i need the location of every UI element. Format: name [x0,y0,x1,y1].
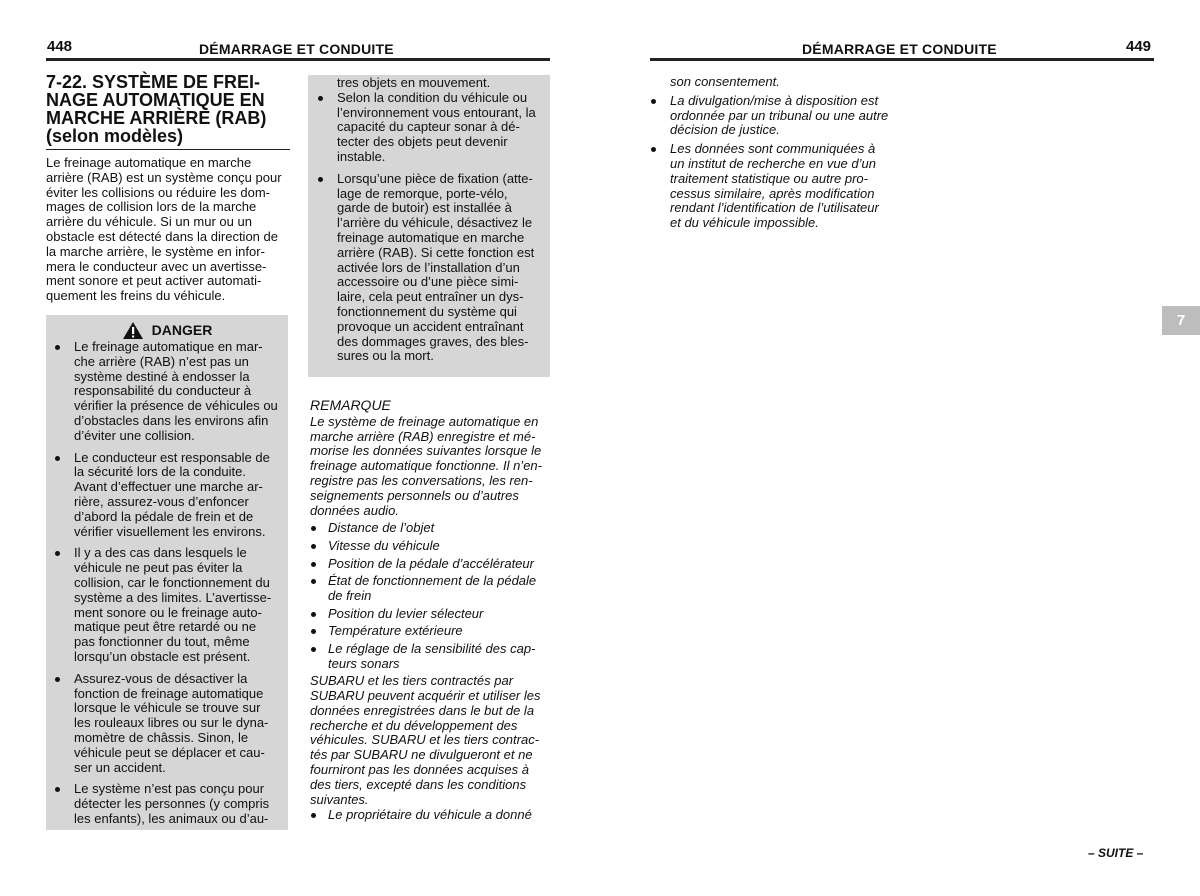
condition-item: Les données sont communiquées à un institut de recherche en vue d’un traitement statistique ou autre pro- cessus similaire, après modification rendant l’identification de l’utilisateur et du véhicule impossible. [650,142,900,231]
left-column [46,73,290,304]
danger-label: DANGER [151,322,213,338]
remark-section [310,398,550,826]
remark-paragraph: SUBARU et les tiers contractés par SUBARU peuvent acquérir et utiliser les données enregistrées dans le but de la recherche et du développement des véhicules. SUBARU et les tiers contrac- tés par SUBARU ne divulgueront et ne fourniront pas les données acquises à des tiers, excepté dans les conditions suivantes. [310,673,541,807]
danger-item: Lorsqu’une pièce de fixation (atte- lage de remorque, porte-vélo, garde de butoir) est installée à l’arrière du véhicule, désactivez le freinage automatique en marche arrière (RAB). Si cette fonction est activée lors de l’installation d’un accessoire ou d’une pièce simi- laire, cela peut entraîner un dys- fonctionnement du système qui provoque un accident entraînant des dommages graves, des bles- sures ou la mort. [309,172,542,364]
right-conditions-list [650,94,900,231]
remark-item: État de fonctionnement de la pédale de frein [310,574,550,604]
danger-item: Assurez-vous de désactiver la fonction de freinage automatique lorsque le véhicule se trouve sur les rouleaux libres ou sur le dyna- momètre de châssis. Sinon, le véhicule peut se déplacer et cau- ser un accident. [46,672,288,776]
section-title-rule [46,149,290,150]
danger-item: Le système n’est pas conçu pour détecter les personnes (y compris les enfants), les animaux ou d’au- [46,782,288,826]
left-header-rule [46,58,550,61]
chapter-tab: 7 [1162,306,1200,335]
danger-continuation-box [308,75,550,377]
right-header-title: DÉMARRAGE ET CONDUITE [802,41,997,57]
danger-continuation-text: tres objets en mouvement. [337,75,491,90]
left-page-number: 448 [47,38,73,55]
remark-item: Température extérieure [310,624,550,639]
danger-continuation-list [309,91,542,364]
right-column [650,75,900,235]
remark-conditions-list [310,808,550,823]
section-title: 7-22. SYSTÈME DE FREI- NAGE AUTOMATIQUE EN MARCHE ARRIÈRE (RAB) (selon modèles) [46,72,267,146]
right-continuation-text: son consentement. [670,74,780,89]
danger-item: Le conducteur est responsable de la sécurité lors de la conduite. Avant d’effectuer une marche ar- rière, assurez-vous d’enfoncer d’abord la pédale de frein et de vérifier visuellement les environs. [46,451,288,540]
remark-item: Position du levier sélecteur [310,607,550,622]
danger-item: Il y a des cas dans lesquels le véhicule ne peut pas éviter la collision, car le fonctionnement du système a des limites. L’avertisse- ment sonore ou le freinage auto- matique peut être retardé ou ne pas fonctionner du tout, même lorsqu’un obstacle est présent. [46,546,288,664]
continued-footer: – SUITE – [1088,846,1144,860]
remark-list [310,521,550,671]
remark-condition-item: Le propriétaire du véhicule a donné [310,808,550,823]
danger-header [46,320,288,340]
left-header-title: DÉMARRAGE ET CONDUITE [199,41,394,57]
condition-item: La divulgation/mise à disposition est ordonnée par un tribunal ou une autre décision de justice. [650,94,900,138]
remark-item: Position de la pédale d’accélérateur [310,557,550,572]
right-page-number: 449 [1126,38,1152,55]
right-header-rule [650,58,1154,61]
danger-item: Selon la condition du véhicule ou l’environnement vous entourant, la capacité du capteur sonar à dé- tecter des objets peut devenir instable. [309,91,542,165]
remark-intro: Le système de freinage automatique en marche arrière (RAB) enregistre et mé- morise les données suivantes lorsque le freinage automatique fonctionne. Il n’en- registre pas les conversations, les ren- seignements personnels ou d’autres données audio. [310,413,542,518]
remark-item: Distance de l’objet [310,521,550,536]
remark-heading: REMARQUE [310,397,391,413]
intro-paragraph: Le freinage automatique en marche arrière (RAB) est un système conçu pour éviter les collisions ou réduire les dom- mages de collision lors de la marche arrière du véhicule. Si un mur ou un obstacle est détecté dans la direction de la marche arrière, le système en infor- mera le conducteur avec un avertisse- ment sonore et peut activer automati- quement les freins du véhicule. [46,155,282,304]
danger-item: Le freinage automatique en mar- che arrière (RAB) n’est pas un système destiné à endosser la responsabilité du conducteur à vérifier la présence de véhicules ou d’obstacles dans les environs afin d’éviter une collision. [46,340,288,444]
danger-list [46,340,288,827]
warning-triangle-icon [122,321,144,340]
remark-item: Vitesse du véhicule [310,539,550,554]
danger-box [46,315,288,830]
remark-item: Le réglage de la sensibilité des cap- teurs sonars [310,642,550,672]
